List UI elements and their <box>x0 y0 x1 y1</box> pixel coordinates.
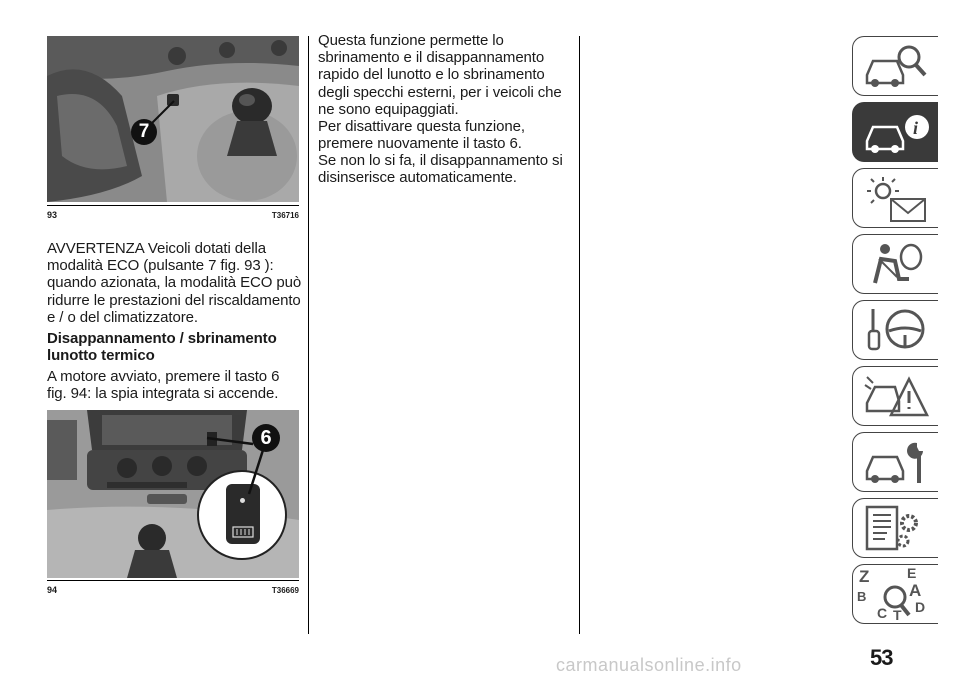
column-divider-right <box>579 36 580 634</box>
figure-94-caption-rule <box>47 580 299 581</box>
car-wrench-icon <box>861 437 931 489</box>
function-line: rapido del lunotto e lo sbrinamento <box>318 66 545 84</box>
index-letter-z: Z <box>859 567 870 586</box>
deactivate-line: premere nuovamente il tasto 6. <box>318 135 522 153</box>
tab-dashboard-info[interactable] <box>852 102 938 162</box>
watermark: carmanualsonline.info <box>556 655 742 675</box>
callout-7-leader <box>150 97 180 127</box>
warning-line: e / o del climatizzatore. <box>47 308 198 326</box>
auto-off-line: Se non lo si fa, il disappannamento si <box>318 152 563 169</box>
tab-starting-driving[interactable] <box>852 300 938 360</box>
specs-gear-icon <box>861 503 931 555</box>
warning-light-message-icon <box>861 173 931 225</box>
auto-off-paragraph <box>318 152 573 186</box>
function-line: Questa funzione permette lo <box>318 32 504 49</box>
callout-6-label: 6 <box>260 427 272 449</box>
car-info-icon <box>861 107 931 159</box>
svg-text:i: i <box>913 118 919 138</box>
warning-line: quando azionata, la modalità ECO può <box>47 274 302 292</box>
index-letter-c: C <box>877 605 888 621</box>
figure-93-number: 93 <box>47 210 58 220</box>
section-heading <box>47 330 307 364</box>
warning-paragraph <box>47 240 307 326</box>
tab-warning-lights[interactable] <box>852 168 938 228</box>
index-letter-a: A <box>909 581 922 600</box>
warning-line: AVVERTENZA Veicoli dotati della <box>47 240 266 257</box>
function-line: ne sono equipaggiati. <box>318 100 459 118</box>
figure-94-code: T36669 <box>271 586 299 595</box>
page-number: 53 <box>870 645 893 670</box>
tab-emergency[interactable] <box>852 366 938 426</box>
car-crash-warning-icon <box>861 371 931 423</box>
warning-line: ridurre le prestazioni del riscaldamento <box>47 291 301 309</box>
key-steering-wheel-icon <box>861 305 931 357</box>
warning-line: modalità ECO (pulsante 7 fig. 93 ): <box>47 257 274 275</box>
instruction-line: A motore avviato, premere il tasto 6 <box>47 368 280 385</box>
tab-getting-to-know[interactable] <box>852 36 938 96</box>
function-paragraph <box>318 32 573 118</box>
figure-93-caption-rule <box>47 205 299 206</box>
callout-7-label: 7 <box>138 121 150 142</box>
seatbelt-airbag-icon <box>861 239 931 291</box>
heading-line: Disappannamento / sbrinamento <box>47 330 277 347</box>
tab-maintenance[interactable] <box>852 432 938 492</box>
rear-defrost-icon <box>232 526 254 538</box>
tab-technical-data[interactable] <box>852 498 938 558</box>
index-letter-e: E <box>907 565 917 581</box>
tab-safety[interactable] <box>852 234 938 294</box>
auto-off-line: disinserisce automaticamente. <box>318 169 517 187</box>
car-search-icon <box>861 41 931 93</box>
index-letter-t: T <box>893 607 902 623</box>
index-letter-b: B <box>857 589 867 604</box>
figure-93-code: T36716 <box>271 211 299 220</box>
function-line: sbrinamento e il disappannamento <box>318 49 545 67</box>
figure-94-number: 94 <box>47 585 58 595</box>
heading-line: lunotto termico <box>47 347 155 365</box>
instruction-line: fig. 94: la spia integrata si accende. <box>47 385 279 403</box>
index-letter-d: D <box>915 599 926 615</box>
instruction-paragraph <box>47 368 307 402</box>
column-divider-left <box>308 36 309 634</box>
function-line: degli specchi esterni, per i veicoli che <box>318 83 562 101</box>
callout-6 <box>252 424 280 452</box>
deactivate-paragraph <box>318 118 573 152</box>
deactivate-line: Per disattivare questa funzione, <box>318 118 525 135</box>
tab-index[interactable] <box>852 564 938 624</box>
